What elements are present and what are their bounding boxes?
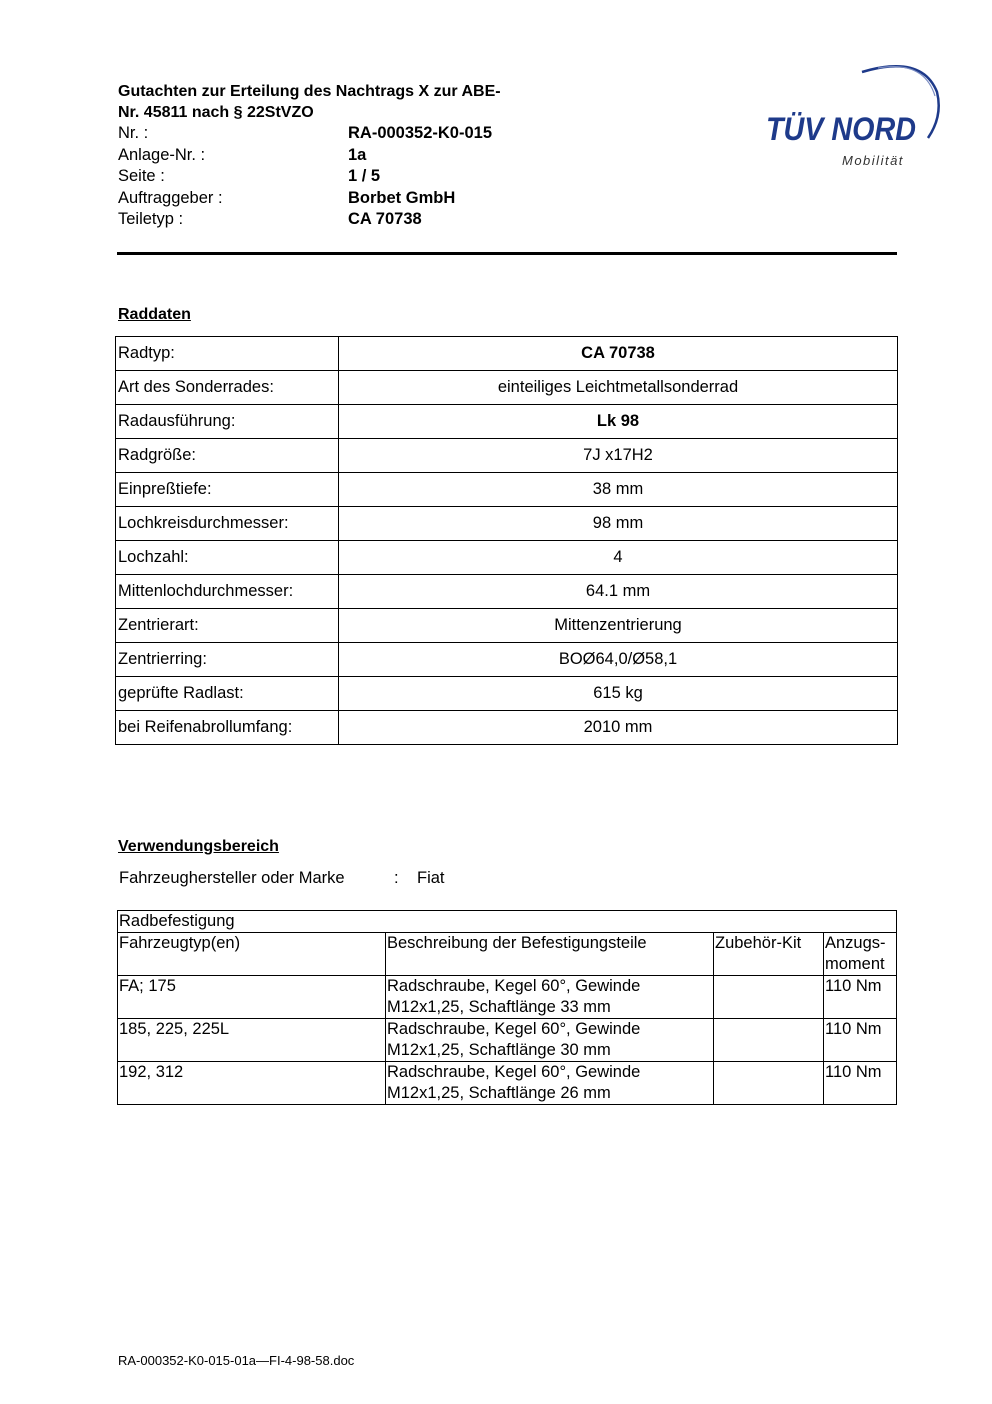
befestigung-table [117,910,897,1105]
header-moment-line-2: moment [825,955,885,973]
row-value: Lk 98 [339,405,898,439]
table-row [116,609,898,643]
field-label: Anlage-Nr. : [118,145,206,164]
field-seite [118,166,492,188]
verwendung-heading: Verwendungsbereich [118,838,279,855]
title-line-2: Nr. 45811 nach § 22StVZO [118,104,314,121]
row-label: Radgröße: [116,439,339,473]
maker-separator: : [394,869,399,887]
row-label: Lochkreisdurchmesser: [116,507,339,541]
table-row [116,643,898,677]
field-value: 1a [348,145,367,164]
maker-line [119,869,445,888]
row-label: Lochzahl: [116,541,339,575]
field-label: Nr. : [118,124,149,142]
cell-beschreibung [386,976,714,1019]
row-label: Zentrierart: [116,609,339,643]
row-value: einteiliges Leichtmetallsonderrad [339,371,898,405]
cell-moment: 110 Nm [824,1062,897,1105]
logo-brand: TÜV NORD [766,111,916,147]
table-row [116,575,898,609]
row-label: Art des Sonderrades: [116,371,339,405]
cell-typ: FA; 175 [118,976,386,1019]
header-moment-line-1: Anzugs- [825,934,886,952]
tuv-nord-logo [762,58,942,173]
row-label: bei Reifenabrollumfang: [116,711,339,745]
table-row [118,1019,897,1062]
header-typ: Fahrzeugtyp(en) [118,933,386,976]
beschreibung-line-1: Radschraube, Kegel 60°, Gewinde [387,1020,641,1038]
field-value: 1 / 5 [348,167,381,185]
header-kit: Zubehör-Kit [714,933,824,976]
row-value: 38 mm [339,473,898,507]
table-row [116,507,898,541]
table-row [116,541,898,575]
field-value: RA-000352-K0-015 [348,124,492,142]
table-header-row [118,933,897,976]
row-value: 7J x17H2 [339,439,898,473]
cell-typ: 185, 225, 225L [118,1019,386,1062]
beschreibung-line-2: M12x1,25, Schaftlänge 26 mm [387,1084,611,1102]
row-label: geprüfte Radlast: [116,677,339,711]
table-row [116,711,898,745]
table-row [116,473,898,507]
table-row [116,677,898,711]
header-fields [118,123,492,231]
row-label: Radtyp: [116,337,339,371]
table-caption: Radbefestigung [118,911,897,933]
table-row [118,1062,897,1105]
row-label: Zentrierring: [116,643,339,677]
field-value: CA 70738 [348,210,422,228]
table-row [116,439,898,473]
row-value: Mittenzentrierung [339,609,898,643]
field-label: Teiletyp : [118,210,184,228]
row-value: 2010 mm [339,711,898,745]
header-rule [117,252,897,255]
document-title [118,81,501,123]
maker-value: Fiat [417,869,445,887]
beschreibung-line-1: Radschraube, Kegel 60°, Gewinde [387,977,641,995]
beschreibung-line-1: Radschraube, Kegel 60°, Gewinde [387,1063,641,1081]
footer-docname: RA-000352-K0-015-01a—FI-4-98-58.doc [118,1353,355,1368]
beschreibung-line-2: M12x1,25, Schaftlänge 33 mm [387,998,611,1016]
cell-moment: 110 Nm [824,1019,897,1062]
table-caption-row [118,911,897,933]
row-value: 4 [339,541,898,575]
cell-beschreibung [386,1062,714,1105]
row-value: CA 70738 [339,337,898,371]
cell-kit [714,1062,824,1105]
table-row [116,405,898,439]
cell-kit [714,1019,824,1062]
field-teiletyp [118,209,492,231]
field-label: Auftraggeber : [118,188,223,207]
field-label: Seite : [118,167,165,185]
raddaten-table [115,336,898,745]
cell-kit [714,976,824,1019]
field-auftraggeber [118,188,492,210]
title-line-1: Gutachten zur Erteilung des Nachtrags X zur ABE- [118,83,501,100]
row-label: Radausführung: [116,405,339,439]
cell-typ: 192, 312 [118,1062,386,1105]
header-beschreibung: Beschreibung der Befestigungsteile [386,933,714,976]
row-label: Einpreßtiefe: [116,473,339,507]
beschreibung-line-2: M12x1,25, Schaftlänge 30 mm [387,1041,611,1059]
field-nr [118,123,492,145]
raddaten-heading: Raddaten [118,306,191,323]
row-value: BOØ64,0/Ø58,1 [339,643,898,677]
logo-subtitle: Mobilität [842,153,904,168]
field-value: Borbet GmbH [348,188,456,207]
row-value: 98 mm [339,507,898,541]
row-label: Mittenlochdurchmesser: [116,575,339,609]
row-value: 615 kg [339,677,898,711]
field-anlage [118,145,492,167]
table-row [118,976,897,1019]
cell-beschreibung [386,1019,714,1062]
row-value: 64.1 mm [339,575,898,609]
maker-label: Fahrzeughersteller oder Marke [119,869,345,887]
table-row [116,337,898,371]
table-row [116,371,898,405]
cell-moment: 110 Nm [824,976,897,1019]
header-moment [824,933,897,976]
